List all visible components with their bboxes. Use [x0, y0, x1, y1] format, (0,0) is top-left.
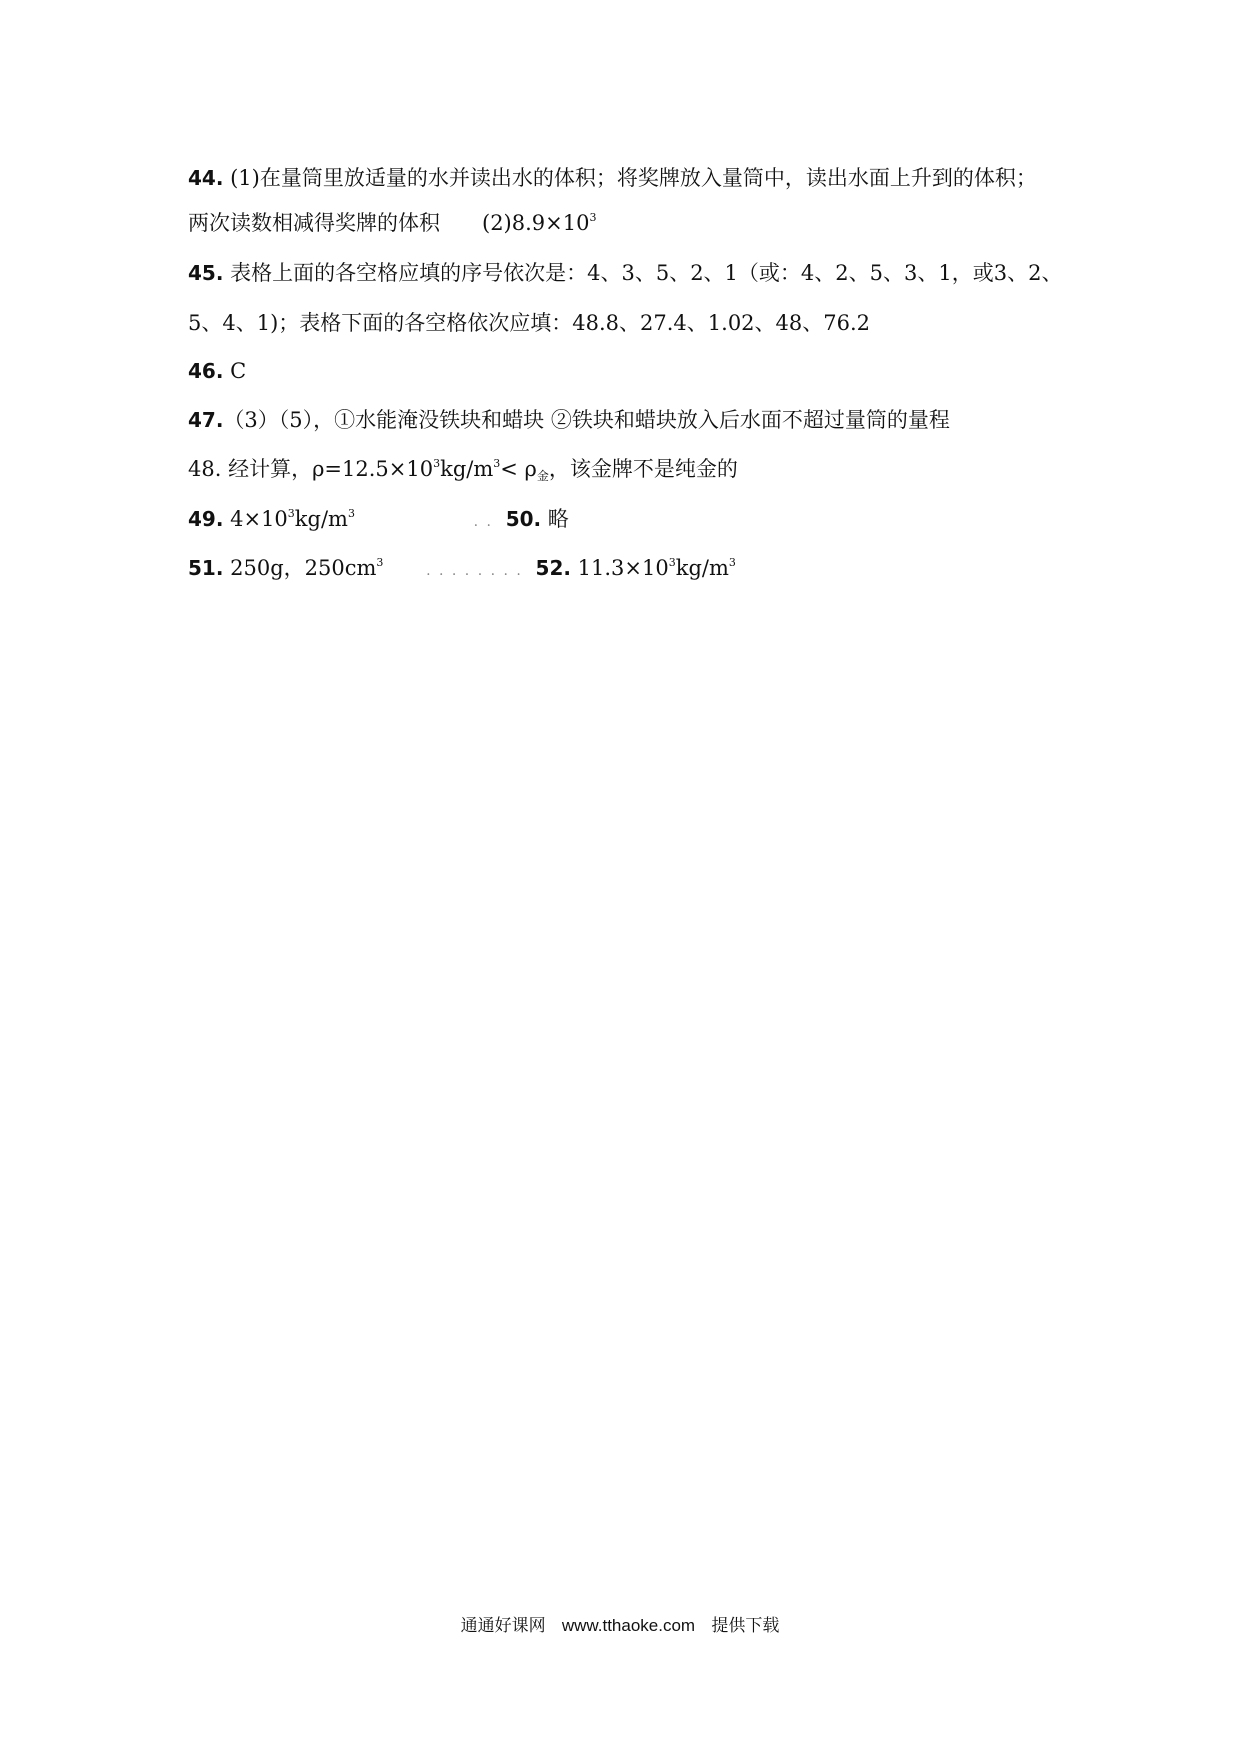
- unit-text: kg/m: [294, 507, 348, 531]
- answer-number: 45.: [188, 261, 224, 285]
- answer-text: 250g，250cm: [223, 556, 377, 580]
- answer-number: 46.: [188, 359, 224, 383]
- answer-text: 略: [541, 507, 569, 531]
- comparison-text: < ρ: [500, 457, 537, 481]
- superscript: 3: [589, 211, 597, 224]
- answer-44-line-2: [188, 208, 596, 238]
- superscript: 3: [376, 556, 384, 569]
- answer-number: 49.: [188, 507, 224, 531]
- subscript: 金: [536, 469, 549, 483]
- answer-text: (1)在量筒里放适量的水并读出水的体积；将奖牌放入量筒中，读出水面上升到的体积；: [223, 166, 1037, 190]
- superscript: 3: [287, 507, 295, 520]
- unit-text: kg/m: [675, 556, 729, 580]
- answer-51-52: [188, 553, 736, 586]
- leader-dots: . . . . . . . .: [426, 563, 523, 579]
- answer-44-line-1: [188, 163, 1037, 193]
- answer-48: [188, 454, 738, 484]
- footer-site-name: 通通好课网: [460, 1616, 546, 1636]
- answer-text: （3）（5），①水能淹没铁块和蜡块 ②铁块和蜡块放入后水面不超过量筒的量程: [223, 408, 950, 432]
- superscript: 3: [728, 556, 736, 569]
- answer-text: 表格上面的各空格应填的序号依次是：4、3、5、2、1（或：4、2、5、3、1，或3、2、: [223, 261, 1063, 285]
- answer-45-line-1: [188, 258, 1062, 288]
- answer-number: 52.: [535, 556, 571, 580]
- unit-text: kg/m: [440, 457, 494, 481]
- answer-text: 5、4、1)；表格下面的各空格依次应填：48.8、27.4、1.02、48、76.2: [188, 311, 871, 335]
- superscript: 3: [493, 457, 501, 470]
- page-footer: [0, 1614, 1240, 1638]
- answer-47: [188, 405, 950, 435]
- answer-49-50: [188, 504, 569, 537]
- answer-text: C: [223, 359, 247, 383]
- answer-number: 44.: [188, 166, 224, 190]
- answer-text: 11.3×10: [570, 556, 669, 580]
- superscript: 3: [433, 457, 441, 470]
- answer-45-line-2: [188, 308, 870, 338]
- answer-text: 两次读数相减得奖牌的体积 (2)8.9×10: [188, 211, 590, 235]
- answer-number: 48.: [188, 457, 222, 481]
- answer-text: 经计算，ρ=12.5×10: [221, 457, 434, 481]
- answer-number: 47.: [188, 408, 224, 432]
- superscript: 3: [668, 556, 676, 569]
- superscript: 3: [347, 507, 355, 520]
- answer-text: 4×10: [223, 507, 288, 531]
- answer-number: 51.: [188, 556, 224, 580]
- answer-number: 50.: [505, 507, 542, 531]
- conclusion-text: ，该金牌不是纯金的: [548, 457, 738, 481]
- answer-46: [188, 356, 246, 386]
- footer-suffix: 提供下载: [711, 1616, 780, 1636]
- leader-dots: . .: [473, 514, 493, 530]
- footer-url[interactable]: www.tthaoke.com: [561, 1616, 696, 1635]
